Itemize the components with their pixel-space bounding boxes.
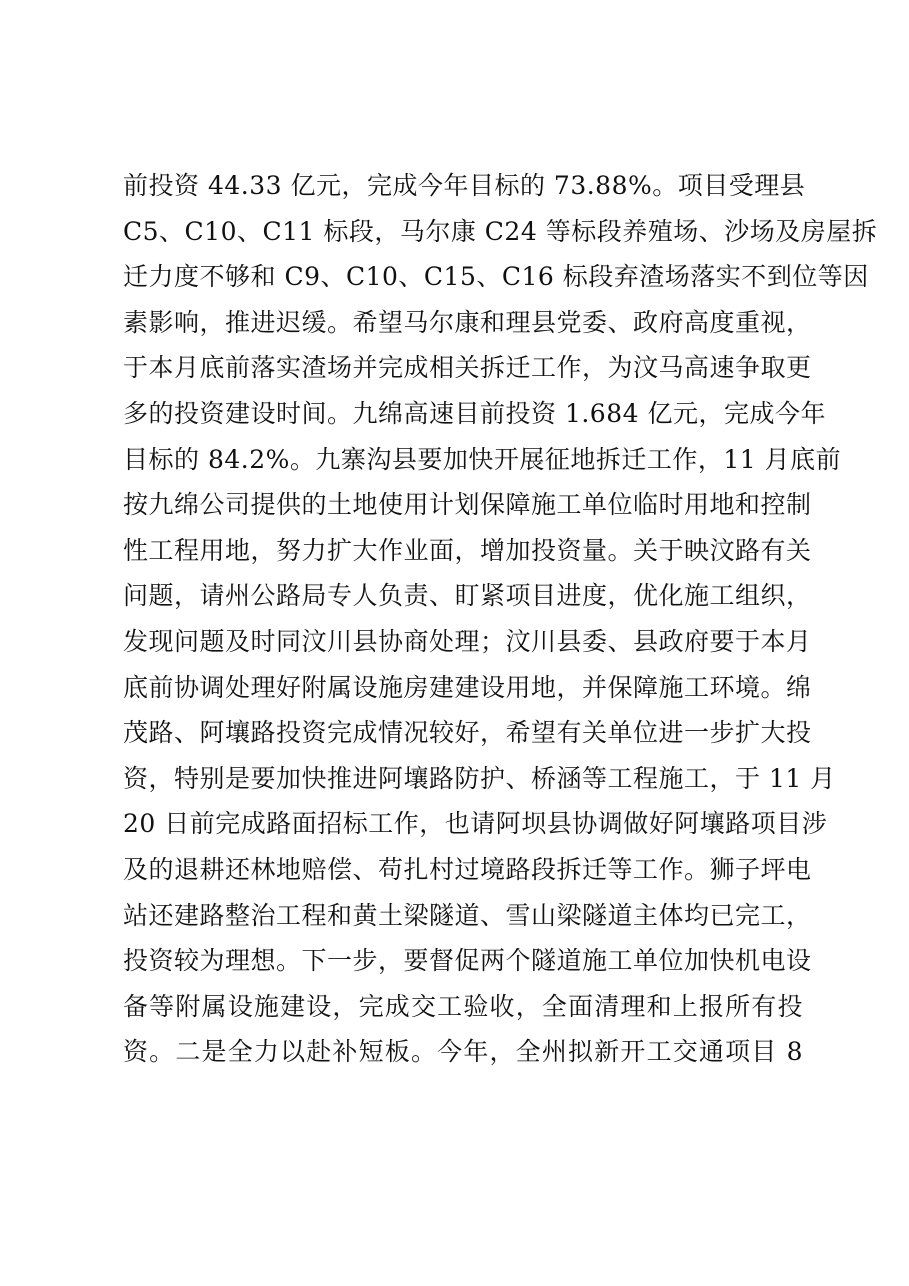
text-line: 茂路、阿壤路投资完成情况较好，希望有关单位进一步扩大投 (123, 718, 812, 748)
text-line: 问题，请州公路局专人负责、盯紧项目进度，优化施工组织， (123, 581, 812, 611)
text-line: 发现问题及时同汶川县协商处理；汶川县委、县政府要于本月 (123, 626, 812, 656)
text-line: 资，特别是要加快推进阿壤路防护、桥涵等工程施工，于 11 月 (123, 763, 836, 793)
text-line: 目标的 84.2%。九寨沟县要加快开展征地拆迁工作，11 月底前 (123, 444, 842, 474)
text-line: 备等附属设施建设，完成交工验收，全面清理和上报所有投 (123, 991, 803, 1021)
text-line: 素影响，推进迟缓。希望马尔康和理县党委、政府高度重视， (123, 307, 812, 337)
text-line: 站还建路整治工程和黄土梁隧道、雪山梁隧道主体均已完工， (123, 900, 812, 930)
text-line: 资。二是全力以赴补短板。今年，全州拟新开工交通项目 8 (123, 1037, 803, 1067)
text-line: 及的退耕还林地赔偿、苟扎村过境路段拆迁等工作。狮子坪电 (123, 854, 812, 884)
text-line: C5、C10、C11 标段，马尔康 C24 等标段养殖场、沙场及房屋拆 (123, 216, 878, 246)
text-line: 20 日前完成路面招标工作，也请阿坝县协调做好阿壤路项目涉 (123, 809, 828, 839)
text-line: 于本月底前落实渣场并完成相关拆迁工作，为汶马高速争取更 (123, 353, 812, 383)
text-line: 多的投资建设时间。九绵高速目前投资 1.684 亿元，完成今年 (123, 398, 826, 428)
text-line: 迁力度不够和 C9、C10、C15、C16 标段弃渣场落实不到位等因 (123, 262, 869, 292)
text-line: 投资较为理想。下一步，要督促两个隧道施工单位加快机电设 (123, 946, 812, 976)
text-line: 底前协调处理好附属设施房建建设用地，并保障施工环境。绵 (123, 672, 812, 702)
text-line: 前投资 44.33 亿元，完成今年目标的 73.88%。项目受理县 (123, 171, 806, 200)
text-line: 按九绵公司提供的土地使用计划保障施工单位临时用地和控制 (123, 490, 812, 520)
body-paragraph (123, 163, 878, 1075)
text-line: 性工程用地，努力扩大作业面，增加投资量。关于映汶路有关 (123, 535, 812, 565)
